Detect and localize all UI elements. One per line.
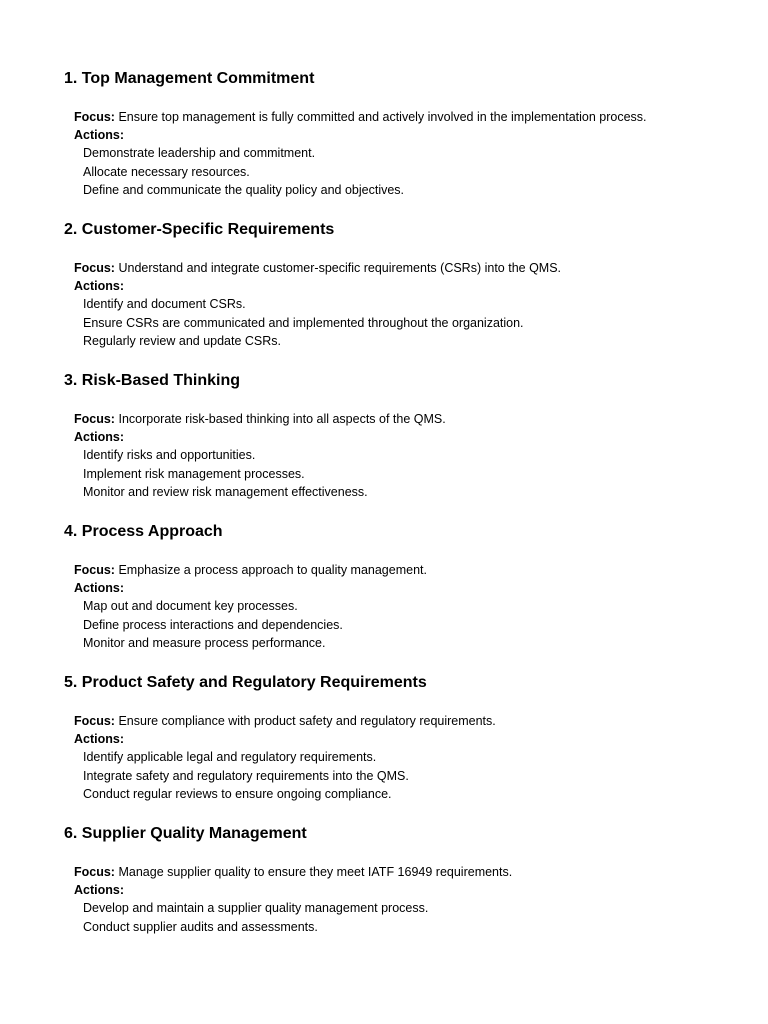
focus-line — [74, 108, 768, 126]
action-list — [74, 446, 768, 501]
focus-line — [74, 259, 768, 277]
action-item: Integrate safety and regulatory requirements into the QMS. — [83, 768, 409, 783]
section-body — [64, 863, 768, 936]
section-risk-based-thinking — [64, 370, 768, 501]
section-title: 1. Top Management Commitment — [64, 70, 315, 87]
action-list — [74, 899, 768, 935]
focus-line — [74, 863, 768, 881]
section-top-management-commitment — [64, 68, 768, 199]
actions-label: Actions: — [74, 883, 124, 898]
action-list — [74, 144, 768, 199]
focus-text: Manage supplier quality to ensure they meet IATF 16949 requirements. — [118, 865, 513, 880]
actions-label: Actions: — [74, 279, 124, 294]
focus-text: Ensure compliance with product safety and regulatory requirements. — [118, 714, 496, 729]
action-item: Define and communicate the quality policy and objectives. — [83, 182, 405, 197]
focus-label: Focus: — [74, 261, 115, 276]
section-title: 2. Customer-Specific Requirements — [64, 221, 335, 239]
action-item: Identify applicable legal and regulatory requirements. — [83, 750, 377, 765]
focus-text: Understand and integrate customer-specific requirements (CSRs) into the QMS. — [118, 261, 562, 276]
section-product-safety-regulatory — [64, 672, 768, 803]
action-list — [74, 748, 768, 803]
focus-label: Focus: — [74, 865, 115, 880]
section-title: 6. Supplier Quality Management — [64, 825, 307, 843]
focus-line — [74, 561, 768, 579]
action-item: Conduct supplier audits and assessments. — [83, 919, 318, 934]
section-supplier-quality-management — [64, 823, 768, 936]
focus-text: Emphasize a process approach to quality management. — [118, 563, 427, 578]
focus-label: Focus: — [74, 412, 115, 427]
focus-text: Ensure top management is fully committed and actively involved in the implementation process. — [118, 110, 647, 124]
action-item: Identify and document CSRs. — [83, 297, 246, 312]
focus-line — [74, 712, 768, 730]
section-body — [64, 561, 768, 652]
actions-label: Actions: — [74, 732, 124, 747]
action-item: Demonstrate leadership and commitment. — [83, 146, 316, 161]
section-body — [64, 259, 768, 350]
focus-label: Focus: — [74, 563, 115, 578]
section-body — [64, 712, 768, 803]
action-item: Monitor and review risk management effectiveness. — [83, 484, 368, 499]
section-body — [64, 108, 768, 199]
focus-line — [74, 410, 768, 428]
action-list — [74, 295, 768, 350]
section-customer-specific-requirements — [64, 219, 768, 350]
focus-label: Focus: — [74, 110, 115, 124]
focus-label: Focus: — [74, 714, 115, 729]
action-item: Conduct regular reviews to ensure ongoing compliance. — [83, 786, 392, 801]
section-process-approach — [64, 521, 768, 652]
action-item: Identify risks and opportunities. — [83, 448, 256, 463]
actions-label: Actions: — [74, 128, 124, 143]
action-item: Map out and document key processes. — [83, 599, 298, 614]
section-body — [64, 410, 768, 501]
action-item: Develop and maintain a supplier quality management process. — [83, 901, 429, 916]
action-item: Monitor and measure process performance. — [83, 635, 326, 650]
actions-label: Actions: — [74, 581, 124, 596]
action-item: Allocate necessary resources. — [83, 164, 250, 179]
section-title: 5. Product Safety and Regulatory Requirements — [64, 674, 427, 692]
actions-label: Actions: — [74, 430, 124, 445]
action-list — [74, 597, 768, 652]
action-item: Define process interactions and dependencies. — [83, 617, 343, 632]
action-item: Regularly review and update CSRs. — [83, 333, 282, 348]
focus-text: Incorporate risk-based thinking into all aspects of the QMS. — [118, 412, 446, 427]
section-title: 4. Process Approach — [64, 523, 223, 541]
action-item: Ensure CSRs are communicated and implemented throughout the organization. — [83, 315, 524, 330]
section-title: 3. Risk-Based Thinking — [64, 372, 241, 390]
action-item: Implement risk management processes. — [83, 466, 305, 481]
